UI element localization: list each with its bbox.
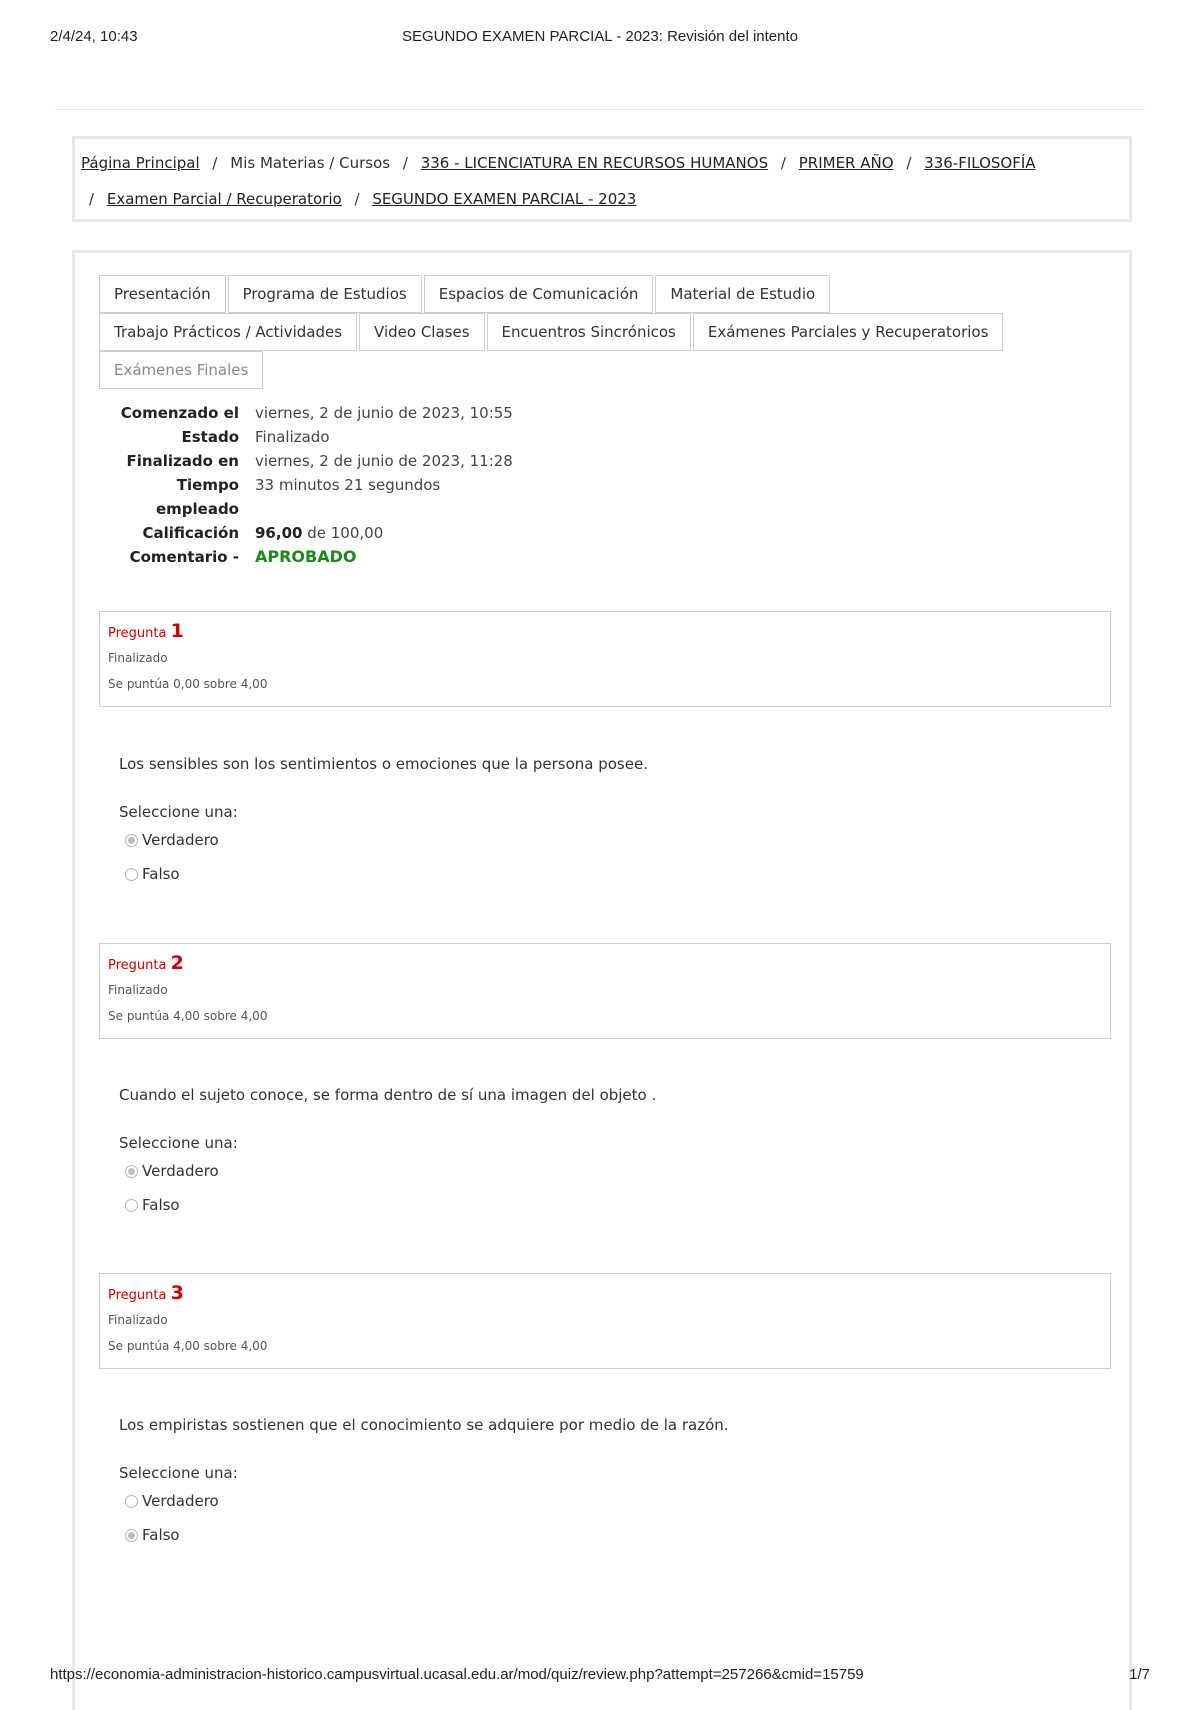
question-grade: Se puntúa 0,00 sobre 4,00 [108,677,268,691]
radio-checked-icon[interactable] [125,1529,138,1542]
question-number: 1 [170,620,184,642]
question-label: Pregunta [108,1288,167,1303]
tab-comunicacion[interactable]: Espacios de Comunicación [424,275,654,313]
tab-material[interactable]: Material de Estudio [655,275,830,313]
question-grade: Se puntúa 4,00 sobre 4,00 [108,1009,268,1023]
breadcrumb-separator: / [906,154,912,172]
breadcrumb-separator: / [212,154,218,172]
time-label-line2: empleado [155,500,239,518]
question-label: Pregunta [108,958,167,973]
question-content-3 [119,1414,1099,1552]
breadcrumb-career[interactable]: 336 - LICENCIATURA EN RECURSOS HUMANOS [420,154,769,172]
breadcrumb-separator: / [354,190,360,208]
course-tabs [99,275,1099,389]
breadcrumb-separator: / [402,154,408,172]
answer-option[interactable] [119,1518,1099,1552]
tab-trabajos[interactable]: Trabajo Prácticos / Actividades [99,313,357,351]
question-state: Finalizado [108,1313,168,1327]
tab-programa[interactable]: Programa de Estudios [228,275,422,313]
time-label-line1: Tiempo [176,476,239,494]
question-title [108,1282,1102,1307]
breadcrumb-exam-section[interactable]: Examen Parcial / Recuperatorio [106,190,342,208]
answer-label: Verdadero [142,1162,219,1180]
grade-score: 96,00 [255,524,303,542]
print-url: https://economia-administracion-historico.campusvirtual.ucasal.edu.ar/mod/quiz/review.php?attempt=257266&cmid=15759 [50,1666,864,1683]
grade-max: de 100,00 [307,524,384,542]
breadcrumb-exam[interactable]: SEGUNDO EXAMEN PARCIAL - 2023 [372,190,637,208]
breadcrumb-year[interactable]: PRIMER AÑO [798,154,894,172]
radio-unchecked-icon[interactable] [125,868,138,881]
tab-encuentros[interactable]: Encuentros Sincrónicos [487,313,691,351]
question-number: 2 [170,952,184,974]
radio-checked-icon[interactable] [125,834,138,847]
breadcrumb-home[interactable]: Página Principal [81,154,200,172]
print-title: SEGUNDO EXAMEN PARCIAL - 2023: Revisión del intento [402,28,798,45]
attempt-summary [99,401,513,569]
radio-unchecked-icon[interactable] [125,1495,138,1508]
page-number: 1/7 [1129,1666,1150,1683]
grade-label: Calificación [142,524,239,542]
answer-option[interactable] [119,1154,1099,1188]
comment-value: APROBADO [255,547,357,566]
answer-option[interactable] [119,1188,1099,1222]
question-prompt: Seleccione una: [119,1134,238,1152]
time-value: 33 minutos 21 segundos [255,476,441,494]
answer-option[interactable] [119,1484,1099,1518]
question-number: 3 [170,1282,184,1304]
tab-video-clases[interactable]: Video Clases [359,313,485,351]
radio-unchecked-icon[interactable] [125,1199,138,1212]
question-text: Los empiristas sostienen que el conocimiento se adquiere por medio de la razón. [119,1416,729,1434]
question-grade: Se puntúa 4,00 sobre 4,00 [108,1339,268,1353]
tab-presentacion[interactable]: Presentación [99,275,226,313]
question-text: Cuando el sujeto conoce, se forma dentro de sí una imagen del objeto . [119,1086,657,1104]
state-label: Estado [181,428,239,446]
question-prompt: Seleccione una: [119,803,238,821]
print-date: 2/4/24, 10:43 [50,28,138,45]
question-prompt: Seleccione una: [119,1464,238,1482]
question-text: Los sensibles son los sentimientos o emociones que la persona posee. [119,755,648,773]
breadcrumb-separator: / [89,190,95,208]
answer-label: Falso [142,865,180,883]
tab-row [99,275,1099,313]
started-value: viernes, 2 de junio de 2023, 10:55 [255,404,513,422]
breadcrumb-courses: Mis Materias / Cursos [230,154,391,172]
tab-row [99,351,1099,389]
grade-value [255,521,383,545]
finished-label: Finalizado en [126,452,239,470]
divider [55,109,1145,110]
breadcrumb-subject[interactable]: 336-FILOSOFÍA [924,154,1036,172]
question-content-2 [119,1084,1099,1222]
finished-value: viernes, 2 de junio de 2023, 11:28 [255,452,513,470]
question-info-1 [99,611,1111,707]
started-label: Comenzado el [120,404,239,422]
breadcrumb-separator: / [780,154,786,172]
question-state: Finalizado [108,651,168,665]
radio-checked-icon[interactable] [125,1165,138,1178]
question-info-2 [99,943,1111,1039]
answer-label: Verdadero [142,831,219,849]
state-value: Finalizado [255,428,330,446]
answer-option[interactable] [119,857,1099,891]
question-label: Pregunta [108,626,167,641]
question-title [108,620,1102,645]
time-label [99,473,255,521]
answer-label: Verdadero [142,1492,219,1510]
question-content-1 [119,753,1099,891]
comment-label: Comentario - [129,548,239,566]
print-footer [50,1666,1150,1683]
question-info-3 [99,1273,1111,1369]
tab-parciales[interactable]: Exámenes Parciales y Recuperatorios [693,313,1004,351]
answer-label: Falso [142,1196,180,1214]
tab-finales[interactable]: Exámenes Finales [99,351,263,389]
answer-option[interactable] [119,823,1099,857]
question-title [108,952,1102,977]
tab-row [99,313,1099,351]
breadcrumb [72,136,1132,222]
answer-label: Falso [142,1526,180,1544]
main-content [72,250,1132,1710]
question-state: Finalizado [108,983,168,997]
